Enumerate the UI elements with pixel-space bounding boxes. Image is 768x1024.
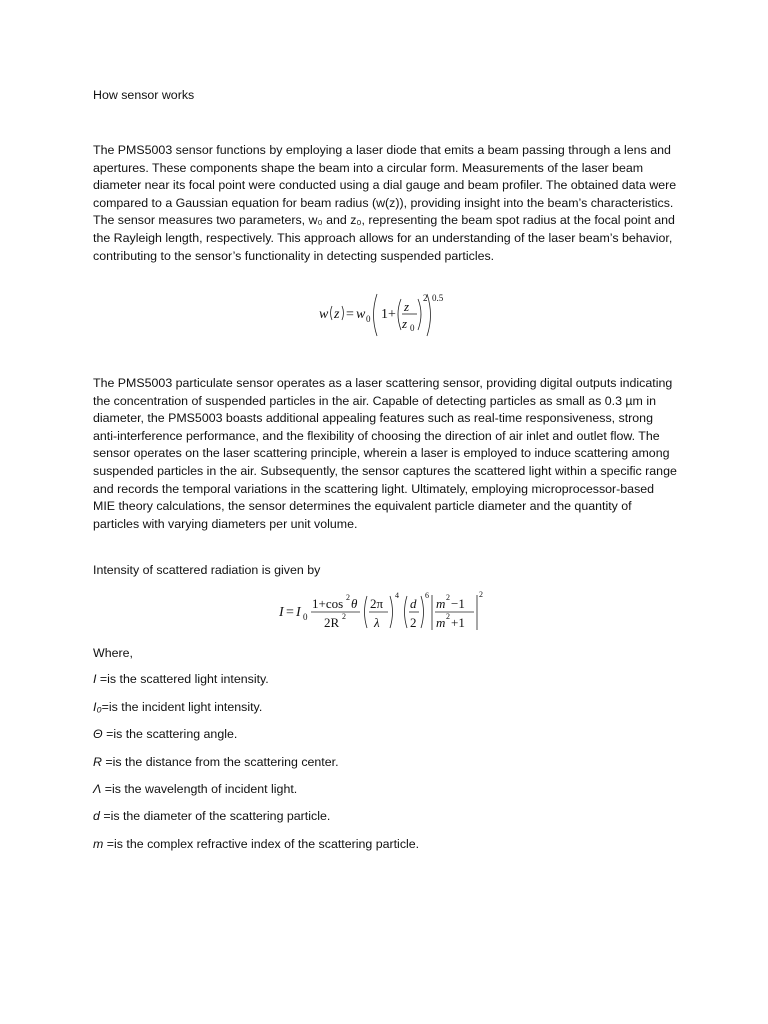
definition-d [93,808,330,825]
eq2-exp6: 6 [425,591,429,600]
definition-text: =is the wavelength of incident light. [101,782,298,796]
definition-symbol: I₀ [93,700,102,714]
eq1-one-plus: 1+ [381,307,396,322]
eq2-equals: = [286,605,294,620]
definition-symbol: m [93,837,104,851]
definition-symbol: Θ [93,727,103,741]
section-heading: How sensor works [93,88,195,102]
eq2-d: d [410,596,417,611]
eq2-two-pi: 2π [370,596,384,611]
eq2-two: 2 [410,615,417,630]
eq2-lambda: λ [374,615,380,630]
eq2-minus-one: −1 [451,596,465,611]
definition-symbol: d [93,809,100,823]
intensity-equation [276,588,496,636]
definition-text: =is the incident light intensity. [101,700,263,714]
eq1-exp-half: 0.5 [432,293,444,303]
eq2-exp2: 2 [479,590,483,599]
definition-R [93,754,339,771]
eq1-equals: = [346,307,354,322]
eq1-den-z: z [402,316,408,331]
eq2-m-den: m [436,615,446,630]
definition-lambda [93,781,297,798]
definition-I0 [93,699,262,716]
eq1-z: z [334,307,340,322]
eq1-den-sub: 0 [410,323,415,333]
definition-text: =is the scattering angle. [102,727,238,741]
eq2-num1: 1+cos [312,596,344,611]
definition-text: =is the diameter of the scattering particle. [99,809,331,823]
eq2-I: I [279,605,284,620]
eq2-theta: θ [351,596,358,611]
beam-radius-equation [315,290,455,340]
definition-symbol: I [93,672,97,686]
definition-text: =is the scattered light intensity. [96,672,269,686]
definition-theta [93,726,237,743]
eq1-w0: w [356,307,366,322]
definition-text: =is the distance from the scattering center. [101,755,339,769]
paragraph-laser-diode: The PMS5003 sensor functions by employing a laser diode that emits a beam passing through a lens and apertures. These components shape the beam into a circular form. Measurements of the laser beam diameter near its focal point were conducted using a dial gauge and beam profiler. The obtained data were compared to a Gaussian equation for beam radius (w(z)), providing insight into the beam’s characteristics. The sensor measures two parameters, w₀ and z₀, representing the beam spot radius at the focal point and the Rayleigh length, respectively. This approach allows for an understanding of the laser beam’s behavior, contributing to the sensor’s functionality in detecting suspended particles. [93,143,677,263]
eq2-I0-sub: 0 [303,612,308,622]
eq1-w0-sub: 0 [366,314,371,324]
eq2-plus-one: +1 [451,615,465,630]
definition-text: =is the complex refractive index of the scattering particle. [103,837,420,851]
eq2-cos-sup: 2 [346,593,350,602]
definition-I [93,671,269,688]
intensity-label: Intensity of scattered radiation is given by [93,563,321,577]
eq1-w: w [319,307,329,322]
eq1-num-z: z [404,299,410,314]
eq2-den1: 2R [324,615,340,630]
paragraph-scattering: The PMS5003 particulate sensor operates as a laser scattering sensor, providing digital outputs indicating the concentration of suspended particles in the air. Capable of detecting particles as small as 0.3 µm in diameter, the PMS5003 boasts additional appealing features such as real-time responsiveness, strong anti-interference performance, and the flexibility of choosing the direction of air inlet and outlet flow. The sensor operates on the laser scattering principle, wherein a laser is employed to induce scattering among suspended particles in the air. Subsequently, the sensor captures the scattered light within a specific range and records the temporal variations in the scattering light. Ultimately, employing microprocessor-based MIE theory calculations, the sensor determines the equivalent particle diameter and the quantity of particles with varying diameters per unit volume. [93,376,677,531]
definition-m [93,836,419,853]
eq2-m-num-sup: 2 [446,593,450,602]
eq2-den1-sup: 2 [342,612,346,621]
eq2-m-den-sup: 2 [446,612,450,621]
where-label: Where, [93,646,133,660]
definition-symbol: R [93,755,102,769]
eq2-I0: I [296,605,301,620]
eq2-exp4: 4 [395,591,399,600]
eq1-exp2: 2 [423,293,428,303]
eq2-m-num: m [436,596,446,611]
definition-symbol: Λ [93,782,102,796]
